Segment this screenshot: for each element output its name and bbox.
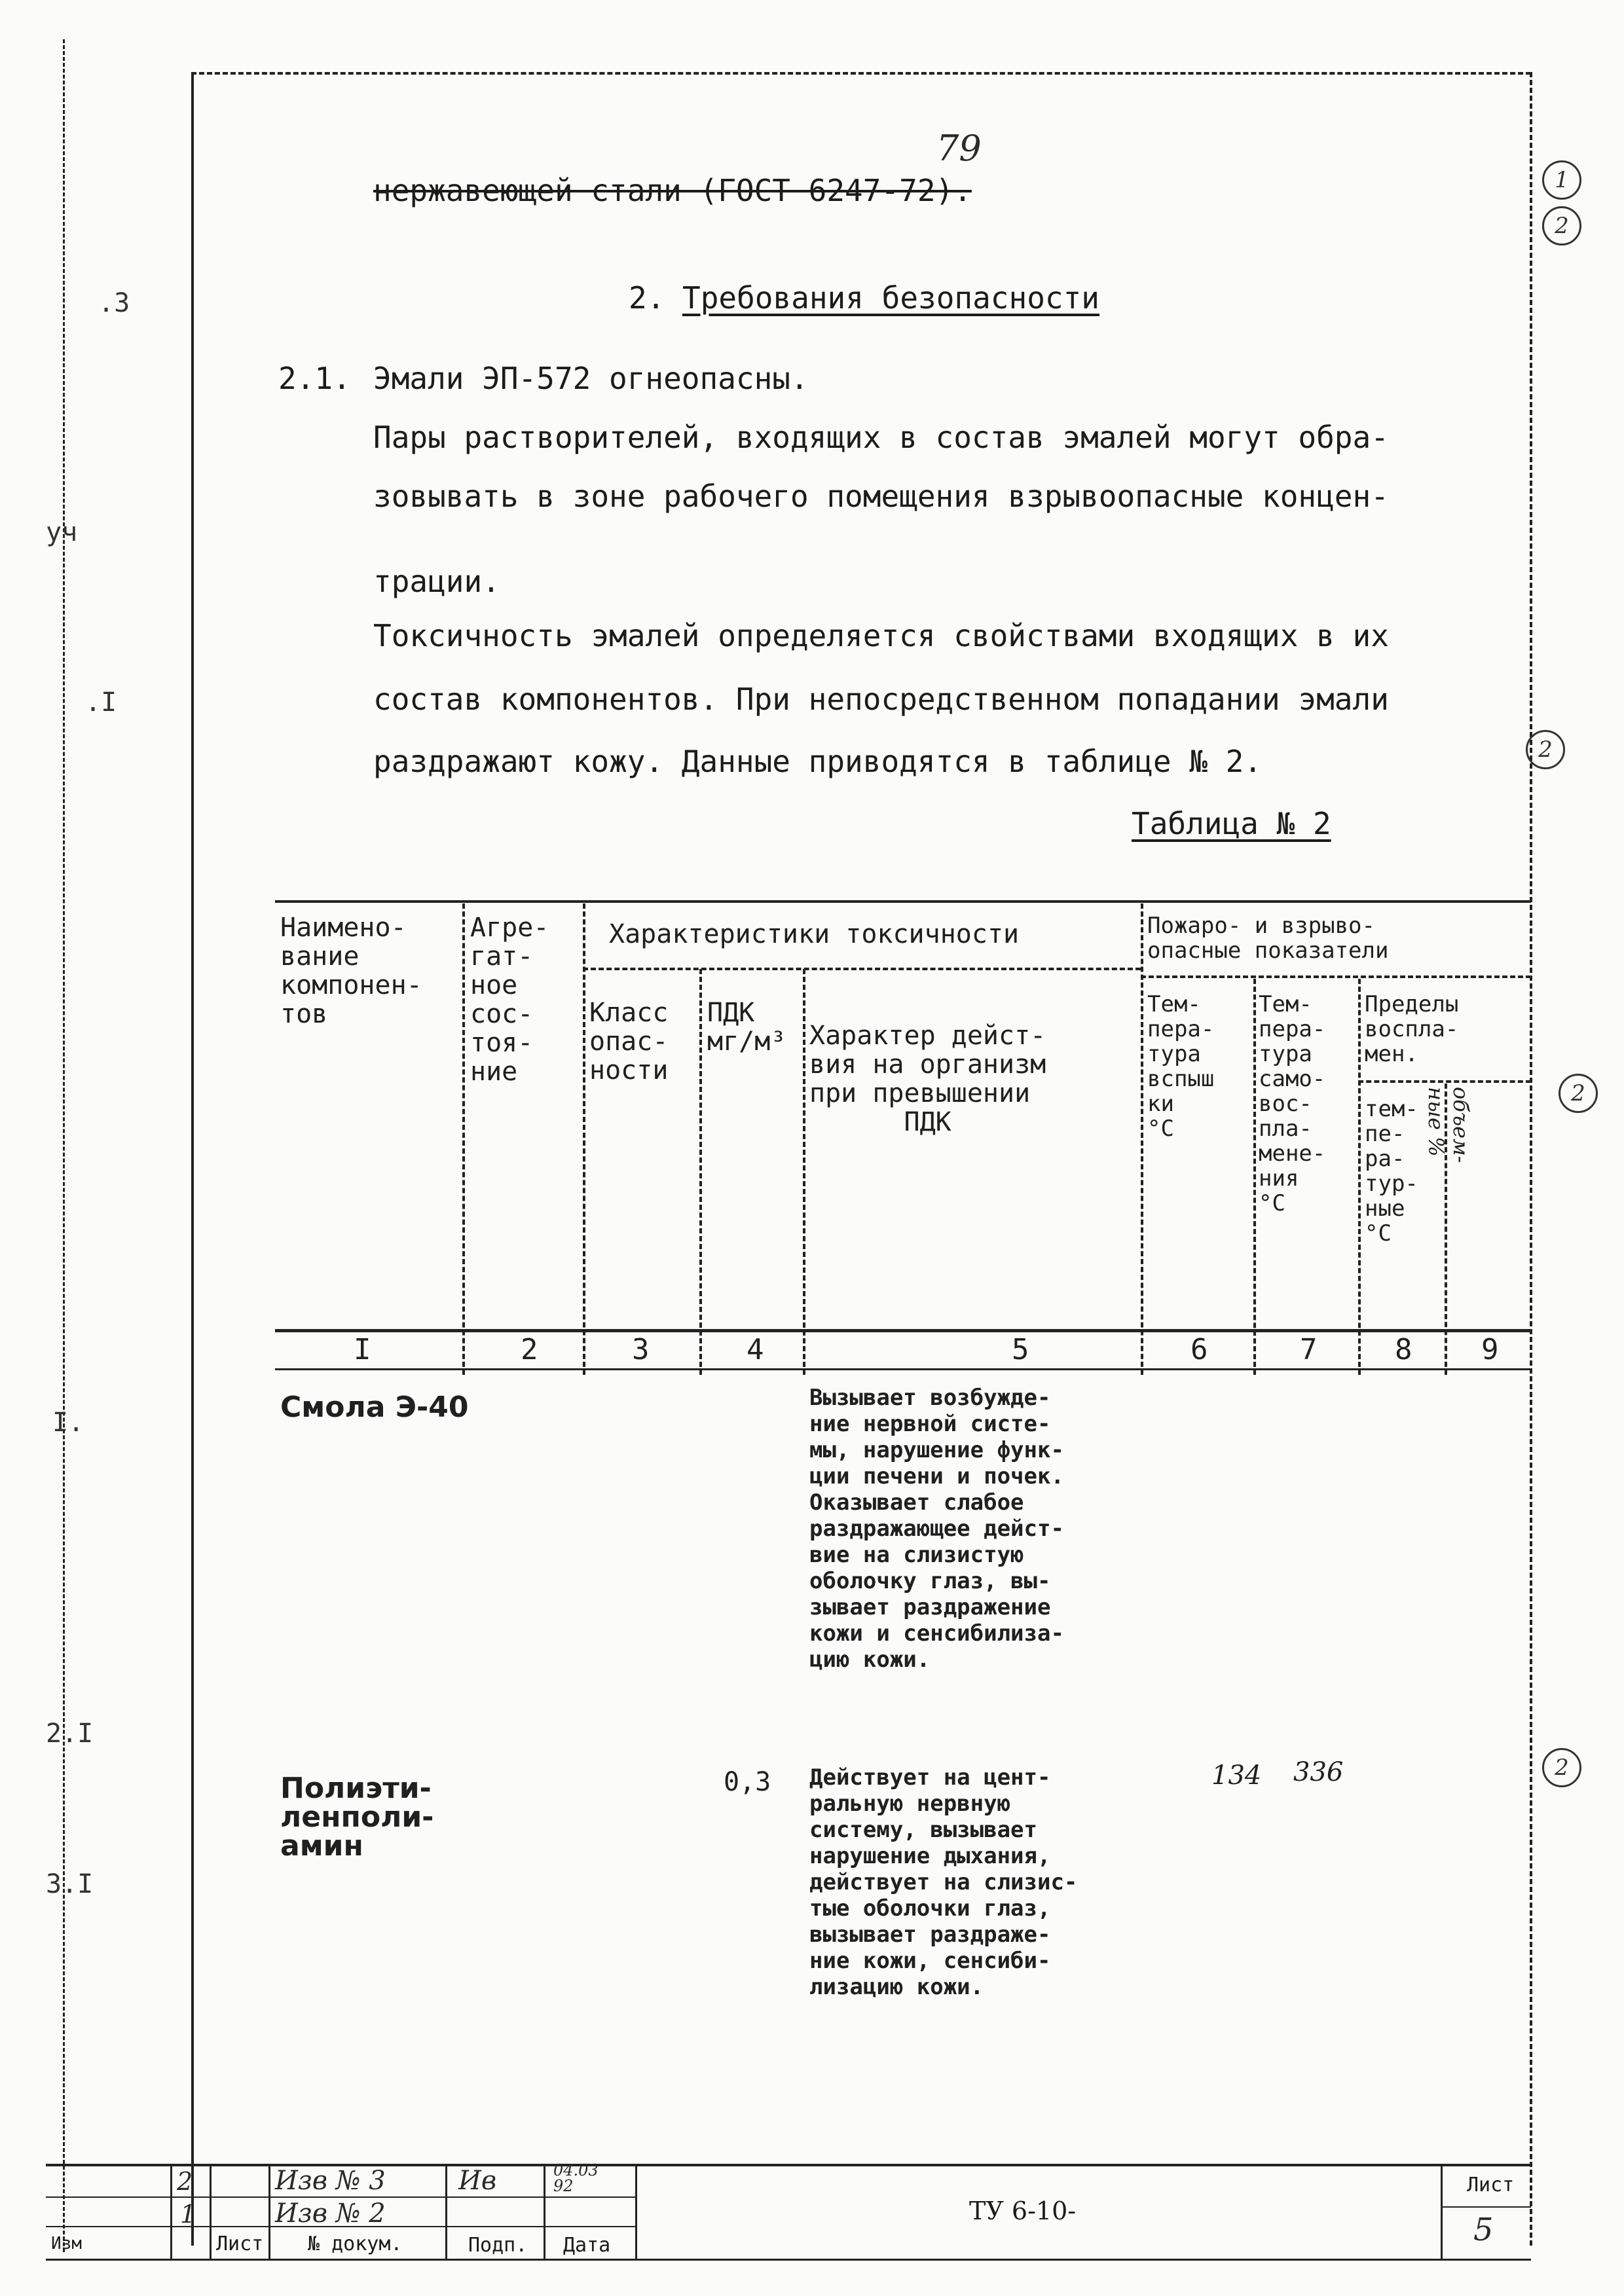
col-divider bbox=[462, 903, 465, 1375]
document-code: ТУ 6-10- bbox=[969, 2196, 1077, 2225]
margin-mark: .I bbox=[85, 687, 117, 718]
left-frame-line bbox=[191, 72, 194, 2246]
section-number: 2. bbox=[629, 280, 665, 316]
header-hazard-class: Класс опас- ности bbox=[589, 998, 669, 1085]
col-divider bbox=[1358, 979, 1361, 1375]
col-divider bbox=[1253, 979, 1256, 1375]
table-top-line bbox=[275, 900, 1531, 903]
title-block-col bbox=[268, 2164, 270, 2259]
row-flash-point: 134 bbox=[1211, 1760, 1262, 1791]
label-sign: Подп. bbox=[468, 2234, 528, 2257]
sheet-number: 5 bbox=[1473, 2212, 1494, 2248]
margin-mark: І. bbox=[52, 1408, 84, 1438]
header-fire-group: Пожаро- и взрыво- опасные показатели bbox=[1147, 913, 1389, 964]
body-line: состав компонентов. При непосредственном попадании эмали bbox=[373, 682, 1389, 717]
header-line: нержавеющей стали (ГОСТ 6247-72). bbox=[373, 173, 972, 208]
label-list: Лист bbox=[216, 2232, 264, 2255]
col-number: 7 bbox=[1300, 1333, 1318, 1366]
row-autoignition: 336 bbox=[1293, 1757, 1344, 1787]
col-divider bbox=[1141, 903, 1143, 1375]
change-signature: Ив bbox=[458, 2166, 497, 2196]
header-temp-limits: тем- пе- ра- тур- ные °С bbox=[1365, 1096, 1418, 1247]
title-block-col bbox=[210, 2164, 212, 2259]
change-doc: Изв № 2 bbox=[275, 2198, 386, 2229]
header-effect: Характер дейст- вия на организм при превышении ПДК bbox=[809, 1021, 1046, 1137]
header-state: Агре- гат- ное сос- тоя- ние bbox=[470, 913, 549, 1087]
group-limits-line bbox=[1358, 1080, 1531, 1083]
body-line: раздражают кожу. Данные приводятся в таблице № 2. bbox=[373, 744, 1263, 779]
body-line: Токсичность эмалей определяется свойствами входящих в их bbox=[373, 618, 1389, 653]
title-block-col bbox=[445, 2164, 447, 2259]
title-block-col bbox=[635, 2164, 637, 2259]
title-block-col bbox=[1441, 2164, 1443, 2259]
section-title: Требования безопасности bbox=[682, 280, 1099, 316]
revision-mark: 2 bbox=[1559, 1074, 1598, 1113]
revision-mark: 2 bbox=[1526, 730, 1565, 769]
row-effect: Действует на цент- ральную нервную систему, вызывает нарушение дыхания, действует на слизис- тые оболочки глаз, вызывает раздраже- ние кожи, сенсиби- лизацию кожи. bbox=[809, 1764, 1078, 2000]
header-autoignition: Тем- пера- тура само- вос- пла- мене- ния °С bbox=[1259, 991, 1326, 1216]
margin-mark: 2.I bbox=[46, 1719, 94, 1749]
label-doc: № докум. bbox=[308, 2232, 403, 2255]
col-divider bbox=[699, 969, 702, 1375]
title-block-bottom bbox=[46, 2259, 1531, 2261]
table-caption: Таблица № 2 bbox=[1132, 806, 1331, 841]
clause-text: Эмали ЭП-572 огнеопасны. bbox=[373, 361, 809, 396]
row-component-name: Смола Э-40 bbox=[280, 1391, 469, 1424]
margin-mark: .3 bbox=[98, 288, 130, 318]
col-number: 2 bbox=[521, 1333, 538, 1366]
header-name: Наимено- вание компонен- тов bbox=[280, 913, 422, 1029]
change-doc: Изв № 3 bbox=[275, 2166, 386, 2196]
page-number: 79 bbox=[936, 128, 982, 169]
body-line: зовывать в зоне рабочего помещения взрывоопасные концен- bbox=[373, 479, 1389, 514]
margin-mark: 3.I bbox=[46, 1869, 94, 1899]
group-tox-line bbox=[583, 968, 1141, 970]
header-pdk: ПДК мг/м³ bbox=[707, 998, 786, 1057]
col-number: 9 bbox=[1481, 1333, 1499, 1366]
col-number: 6 bbox=[1190, 1333, 1208, 1366]
clause-number: 2.1. bbox=[278, 361, 351, 396]
header-flash-point: Тем- пера- тура вспыш ки °С bbox=[1147, 991, 1215, 1142]
sheet-label: Лист bbox=[1467, 2174, 1515, 2196]
title-block-col bbox=[544, 2164, 545, 2259]
change-date: 04.03 92 bbox=[553, 2161, 599, 2195]
label-izm: Изм bbox=[51, 2234, 82, 2253]
change-number: 1 bbox=[180, 2200, 196, 2229]
body-line: трации. bbox=[373, 564, 500, 599]
col-number: 8 bbox=[1395, 1333, 1412, 1366]
title-block-sheet-divider bbox=[1441, 2206, 1531, 2208]
col-divider bbox=[803, 969, 805, 1375]
header-volume-limits: объем- ные % bbox=[1424, 1087, 1473, 1163]
label-date: Дата bbox=[563, 2234, 611, 2257]
outer-left-line bbox=[63, 39, 65, 2252]
col-number: 3 bbox=[632, 1333, 650, 1366]
title-block-col bbox=[170, 2164, 172, 2259]
col-number: 4 bbox=[747, 1333, 764, 1366]
row-pdk: 0,3 bbox=[724, 1767, 771, 1797]
top-frame-line bbox=[191, 72, 1531, 75]
row-component-name: Полиэти- ленполи- амин bbox=[280, 1772, 434, 1863]
group-fire-line bbox=[1141, 975, 1531, 978]
revision-mark: 1 bbox=[1542, 160, 1581, 200]
margin-mark: уч bbox=[46, 517, 78, 547]
revision-mark: 2 bbox=[1542, 206, 1581, 246]
col-number: I bbox=[354, 1333, 371, 1366]
row-effect: Вызывает возбужде- ние нервной систе- мы, нарушение функ- ции печени и почек. Оказывает слабое раздражающее дейст- вие на слизистую оболочку глаз, вы- зывает раздражение кожи и сенсибилиза- цию кожи. bbox=[809, 1385, 1064, 1673]
revision-mark: 2 bbox=[1542, 1748, 1581, 1787]
header-toxicity-group: Характеристики токсичности bbox=[609, 919, 1020, 949]
col-divider bbox=[583, 903, 585, 1375]
header-limits: Пределы воспла- мен. bbox=[1365, 991, 1459, 1067]
right-frame-line bbox=[1530, 72, 1532, 2246]
title-block-row bbox=[46, 2196, 635, 2198]
col-number: 5 bbox=[1012, 1333, 1029, 1366]
body-line: Пары растворителей, входящих в состав эмалей могут обра- bbox=[373, 420, 1389, 455]
change-number: 2 bbox=[177, 2167, 193, 2196]
